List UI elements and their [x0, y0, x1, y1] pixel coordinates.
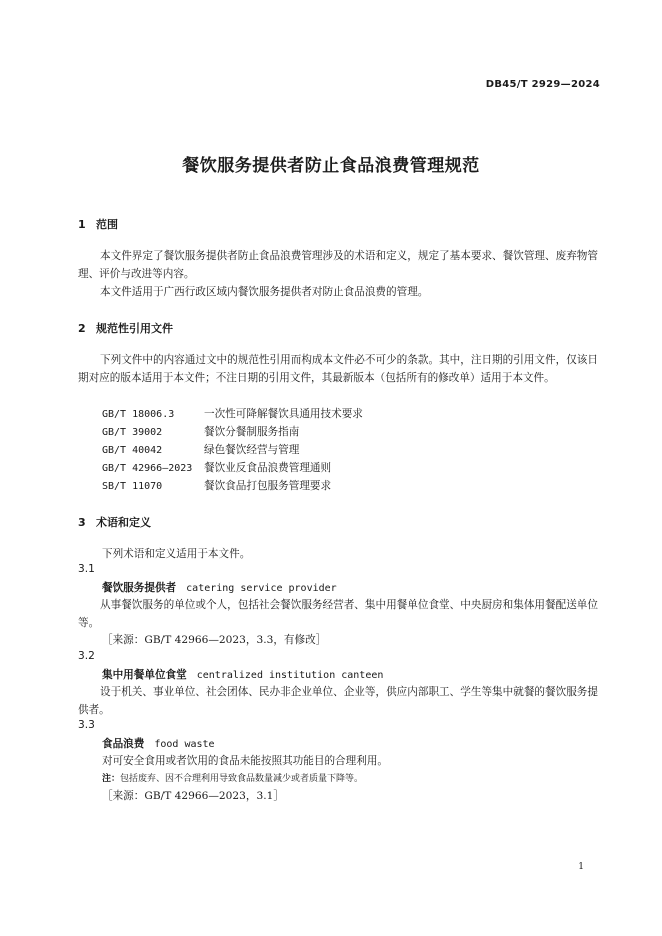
term-definition: 对可安全食用或者饮用的食品未能按照其功能目的合理利用。 — [102, 755, 389, 767]
term-title — [102, 736, 215, 751]
term-number: 3.3 — [78, 719, 95, 731]
reference-item — [102, 460, 331, 475]
reference-code: GB/T 40042 — [102, 445, 163, 456]
reference-code: GB/T 39002 — [102, 427, 163, 438]
reference-item — [102, 406, 363, 421]
reference-item — [102, 478, 331, 493]
term-title — [102, 580, 337, 595]
reference-code: GB/T 42966—2023 — [102, 463, 193, 474]
reference-name: 一次性可降解餐饮具通用技术要求 — [204, 408, 363, 420]
section-2-heading — [78, 320, 173, 336]
term-note — [102, 771, 363, 784]
reference-code: SB/T 11070 — [102, 481, 163, 492]
term-number: 3.1 — [78, 563, 95, 575]
term-title — [102, 667, 383, 682]
section-3-intro: 下列术语和定义适用于本文件。 — [102, 548, 251, 560]
standard-id: DB45/T 2929—2024 — [485, 79, 600, 90]
term-definition: 设于机关、事业单位、社会团体、民办非企业单位、企业等，供应内部职工、学生等集中就餐的餐饮服务提供者。 — [78, 686, 598, 716]
section-1-heading — [78, 216, 118, 232]
term-number: 3.2 — [78, 650, 95, 662]
section-3-heading — [78, 514, 151, 530]
page-number: 1 — [578, 862, 584, 872]
section-1-paragraph-1: 本文件界定了餐饮服务提供者防止食品浪费管理涉及的术语和定义，规定了基本要求、餐饮管理、废弃物管理、评价与改进等内容。 — [78, 250, 598, 280]
section-2-number: 2 — [78, 322, 86, 335]
section-2-paragraph-1: 下列文件中的内容通过文中的规范性引用而构成本文件必不可少的条款。其中，注日期的引用文件，仅该日期对应的版本适用于本文件；不注日期的引用文件，其最新版本（包括所有的修改单）适用于本文件。 — [78, 354, 598, 384]
reference-code: GB/T 18006.3 — [102, 409, 175, 420]
term-source: ［来源：GB/T 42966—2023，3.1］ — [102, 790, 284, 802]
term-chinese-name: 集中用餐单位食堂 — [102, 669, 187, 681]
reference-item — [102, 424, 299, 439]
term-english-name: centralized institution canteen — [196, 670, 384, 681]
section-1-number: 1 — [78, 218, 86, 231]
reference-name: 餐饮业反食品浪费管理通则 — [204, 462, 332, 474]
term-source: ［来源：GB/T 42966—2023，3.3，有修改］ — [102, 634, 327, 646]
note-text: 包括废弃、因不合理利用导致食品数量减少或者质量下降等。 — [120, 774, 364, 784]
note-label: 注： — [102, 774, 121, 784]
term-definition: 从事餐饮服务的单位或个人，包括社会餐饮服务经营者、集中用餐单位食堂、中央厨房和集体用餐配送单位等。 — [78, 599, 598, 629]
section-3-number: 3 — [78, 516, 86, 529]
term-english-name: food waste — [154, 739, 215, 750]
document-title: 餐饮服务提供者防止食品浪费管理规范 — [182, 156, 480, 176]
section-3-title: 术语和定义 — [96, 516, 151, 529]
section-2-title: 规范性引用文件 — [96, 322, 173, 335]
reference-name: 绿色餐饮经营与管理 — [204, 444, 300, 456]
reference-name: 餐饮分餐制服务指南 — [204, 426, 300, 438]
reference-item — [102, 442, 299, 457]
reference-name: 餐饮食品打包服务管理要求 — [204, 480, 332, 492]
section-1-title: 范围 — [96, 218, 118, 231]
term-english-name: catering service provider — [186, 583, 337, 594]
term-chinese-name: 食品浪费 — [102, 738, 145, 750]
term-chinese-name: 餐饮服务提供者 — [102, 582, 177, 594]
section-1-paragraph-2: 本文件适用于广西行政区域内餐饮服务提供者对防止食品浪费的管理。 — [100, 286, 429, 298]
